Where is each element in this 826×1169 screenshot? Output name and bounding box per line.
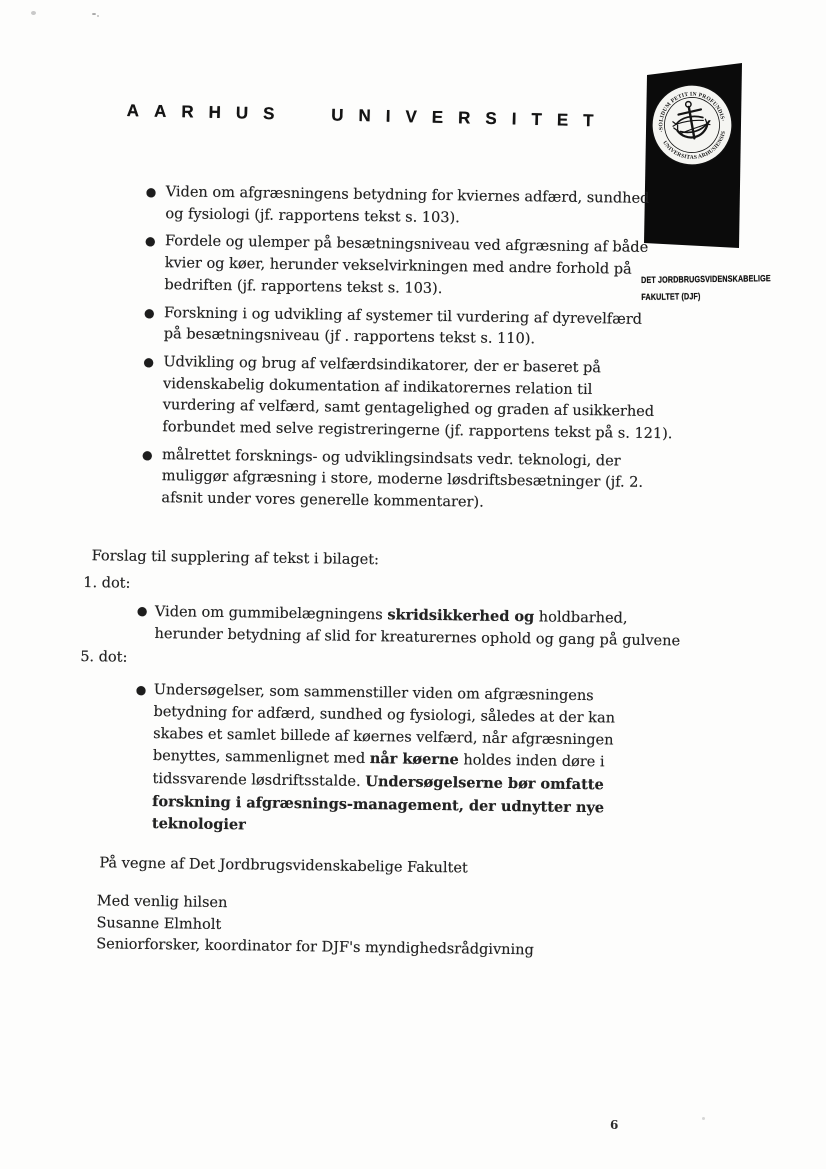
list-item <box>83 181 664 233</box>
sender-name: Susanne Elmholt <box>96 914 222 933</box>
bullet-text-line: bedriften (jf. rapportens tekst s. 103). <box>164 276 443 297</box>
bullet-text-line: muliggør afgræsning i store, moderne løsdriftsbesætninger (jf. 2. <box>161 468 644 492</box>
bullet-text-line: forbundet med selve registreringerne (jf. rapportens tekst på s. 121). <box>162 419 673 443</box>
text-segment: benyttes, sammenlignet med <box>152 748 370 768</box>
text-segment: holdes inden døre i <box>458 752 605 771</box>
scan-speck <box>702 1117 705 1120</box>
bullet-text-line: skabes et samlet billede af køernes velfærd, når afgræsningen <box>153 725 614 749</box>
bullet-text-line: Udvikling og brug af velfærdsindikatorer, der er baseret på <box>163 354 602 377</box>
list-item <box>80 351 673 446</box>
page-number: 6 <box>610 1118 619 1132</box>
bullet-text-line: forskning i afgræsnings-management, der udnytter nye <box>152 792 605 817</box>
bullet-text-line: målrettet forsknings- og udviklingsindsats vedr. teknologi, der <box>161 446 621 470</box>
bullet-text-line: Undersøgelser, som sammenstiller viden om afgræsningens <box>153 682 594 705</box>
list-item <box>75 679 657 841</box>
bullet-text-line: vurdering af velfærd, samt gentagelighed og graden af usikkerhed <box>162 397 655 421</box>
letterhead-title: AARHUS UNIVERSITET <box>126 101 609 131</box>
scan-speck <box>92 13 96 15</box>
bullet-text-line: Viden om afgræsningens betydning for kviernes adfærd, sundhed <box>165 184 650 207</box>
dot1-label: 1. dot: <box>83 574 131 592</box>
list-item <box>82 230 663 303</box>
bullet-text-line: på besætningsniveau (jf . rapportens tekst s. 110). <box>163 326 536 348</box>
list-item <box>82 302 663 354</box>
dot5-label: 5. dot: <box>80 648 128 666</box>
faculty-line-2: FAKULTET (DJF) <box>641 290 701 302</box>
seal-bottom-text: UNIVERSITAS ARHUSIENSIS <box>661 130 728 161</box>
dot5-bullet-list <box>75 679 657 841</box>
bullet-icon: ● <box>136 604 148 619</box>
bullet-text-line: og fysiologi (jf. rapportens tekst s. 103). <box>165 205 460 226</box>
text-segment: holdbarhed, <box>534 609 628 627</box>
bullet-text-line: Fordele og ulemper på besætningsniveau ved afgræsning af både <box>164 233 649 257</box>
scan-speck <box>31 11 36 15</box>
bullet-text-line: videnskabelig dokumentation af indikatorernes relation til <box>162 375 593 398</box>
scan-speck <box>97 15 99 17</box>
text-segment-bold: skridsikkerhed og <box>387 606 535 626</box>
text-segment: Viden om gummibelægningens <box>154 604 388 624</box>
faculty-line-1: DET JORDBRUGSVIDENSKABELIGE <box>641 273 771 285</box>
bullet-text-line: herunder betydning af slid for kreaturernes ophold og gang på gulvene <box>154 625 681 650</box>
bullet-icon: ● <box>135 683 147 698</box>
bullet-text-line: kvier og køer, herunder vekselvirkningen med andre forhold på <box>164 255 632 278</box>
bullet-text-line: afsnit under vores generelle kommentarer). <box>161 490 484 511</box>
greeting-line: Med venlig hilsen <box>96 893 228 912</box>
on-behalf-line: På vegne af Det Jordbrugsvidenskabelige Fakultet <box>99 855 468 877</box>
list-item <box>79 444 660 517</box>
text-segment-bold: når køerne <box>369 750 459 769</box>
seal-top-text: ·SOLIDUM PETIT IN PROFUNDIS· <box>658 91 726 133</box>
signature-block <box>96 891 654 964</box>
dot1-bullet-list <box>77 600 681 653</box>
text-segment-bold: Undersøgelserne bør omfatte <box>365 773 604 794</box>
bullet-icon: ● <box>145 184 157 200</box>
bullet-icon: ● <box>144 234 156 249</box>
bullet-icon: ● <box>141 447 153 462</box>
text-segment: tidssvarende løsdriftsstalde. <box>152 771 366 791</box>
list-item <box>77 600 681 653</box>
sender-title: Seniorforsker, koordinator for DJF's myndighedsrådgivning <box>96 936 534 959</box>
forslag-heading: Forslag til supplering af tekst i bilaget: <box>91 547 380 568</box>
bullet-text-line: teknologier <box>151 814 246 833</box>
bullet-text-line: betydning for adfærd, sundhed og fysiologi, således at der kan <box>153 704 616 727</box>
bullet-icon: ● <box>143 305 155 320</box>
bullet-icon: ● <box>143 354 154 369</box>
bullet-text-line: Forskning i og udvikling af systemer til vurdering af dyrevelfærd <box>163 304 643 328</box>
